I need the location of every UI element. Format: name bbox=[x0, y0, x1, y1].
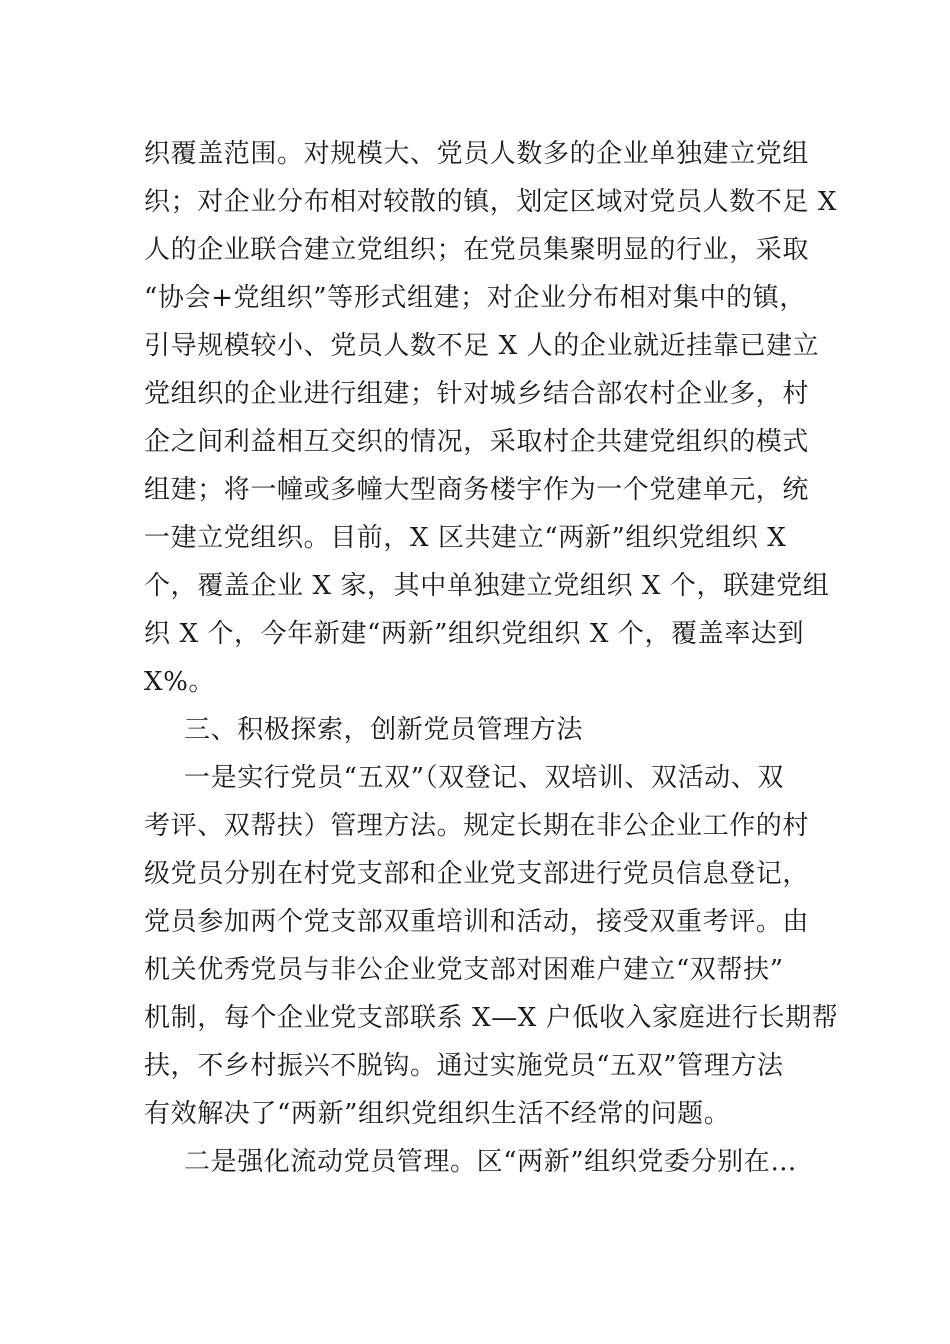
text-line: 级党员分别在村党支部和企业党支部进行党员信息登记， bbox=[144, 859, 810, 889]
text-line: 织；对企业分布相对较散的镇，划定区域对党员人数不足 X bbox=[144, 187, 837, 217]
text-line: 扶，不乡村振兴不脱钩。通过实施党员“五双”管理方法 bbox=[144, 1051, 784, 1081]
text-line: “协会+党组织”等形式组建；对企业分布相对集中的镇， bbox=[144, 283, 806, 313]
text-line: 有效解决了“两新”组织党组织生活不经常的问题。 bbox=[144, 1099, 731, 1129]
section-heading: 三、积极探索，创新党员管理方法 bbox=[184, 715, 584, 745]
text-line: 织 X 个，今年新建“两新”组织党组织 X 个，覆盖率达到 bbox=[144, 619, 805, 649]
text-line: X%。 bbox=[144, 667, 216, 697]
text-line: 企之间利益相互交织的情况，采取村企共建党组织的模式 bbox=[144, 427, 810, 457]
text-line: 机制，每个企业党支部联系 X—X 户低收入家庭进行长期帮 bbox=[144, 1003, 839, 1033]
text-line: 二是强化流动党员管理。区“两新”组织党委分别在… bbox=[184, 1147, 797, 1177]
text-line: 引导规模较小、党员人数不足 X 人的企业就近挂靠已建立 bbox=[144, 331, 820, 361]
text-line: 党组织的企业进行组建；针对城乡结合部农村企业多，村 bbox=[144, 379, 810, 409]
text-line: 人的企业联合建立党组织；在党员集聚明显的行业，采取 bbox=[144, 235, 810, 265]
text-line: 一是实行党员“五双”（双登记、双培训、双活动、双 bbox=[184, 763, 784, 793]
text-line: 一建立党组织。目前，X 区共建立“两新”组织党组织 X bbox=[144, 523, 787, 553]
text-line: 个，覆盖企业 X 家，其中单独建立党组织 X 个，联建党组 bbox=[144, 571, 830, 601]
text-line: 考评、双帮扶）管理方法。规定长期在非公企业工作的村 bbox=[144, 811, 810, 841]
text-line: 织覆盖范围。对规模大、党员人数多的企业单独建立党组 bbox=[144, 139, 810, 169]
text-line: 党员参加两个党支部双重培训和活动，接受双重考评。由 bbox=[144, 907, 810, 937]
text-line: 机关优秀党员与非公企业党支部对困难户建立“双帮扶” bbox=[144, 955, 784, 985]
text-line: 组建；将一幢或多幢大型商务楼宇作为一个党建单元，统 bbox=[144, 475, 810, 505]
